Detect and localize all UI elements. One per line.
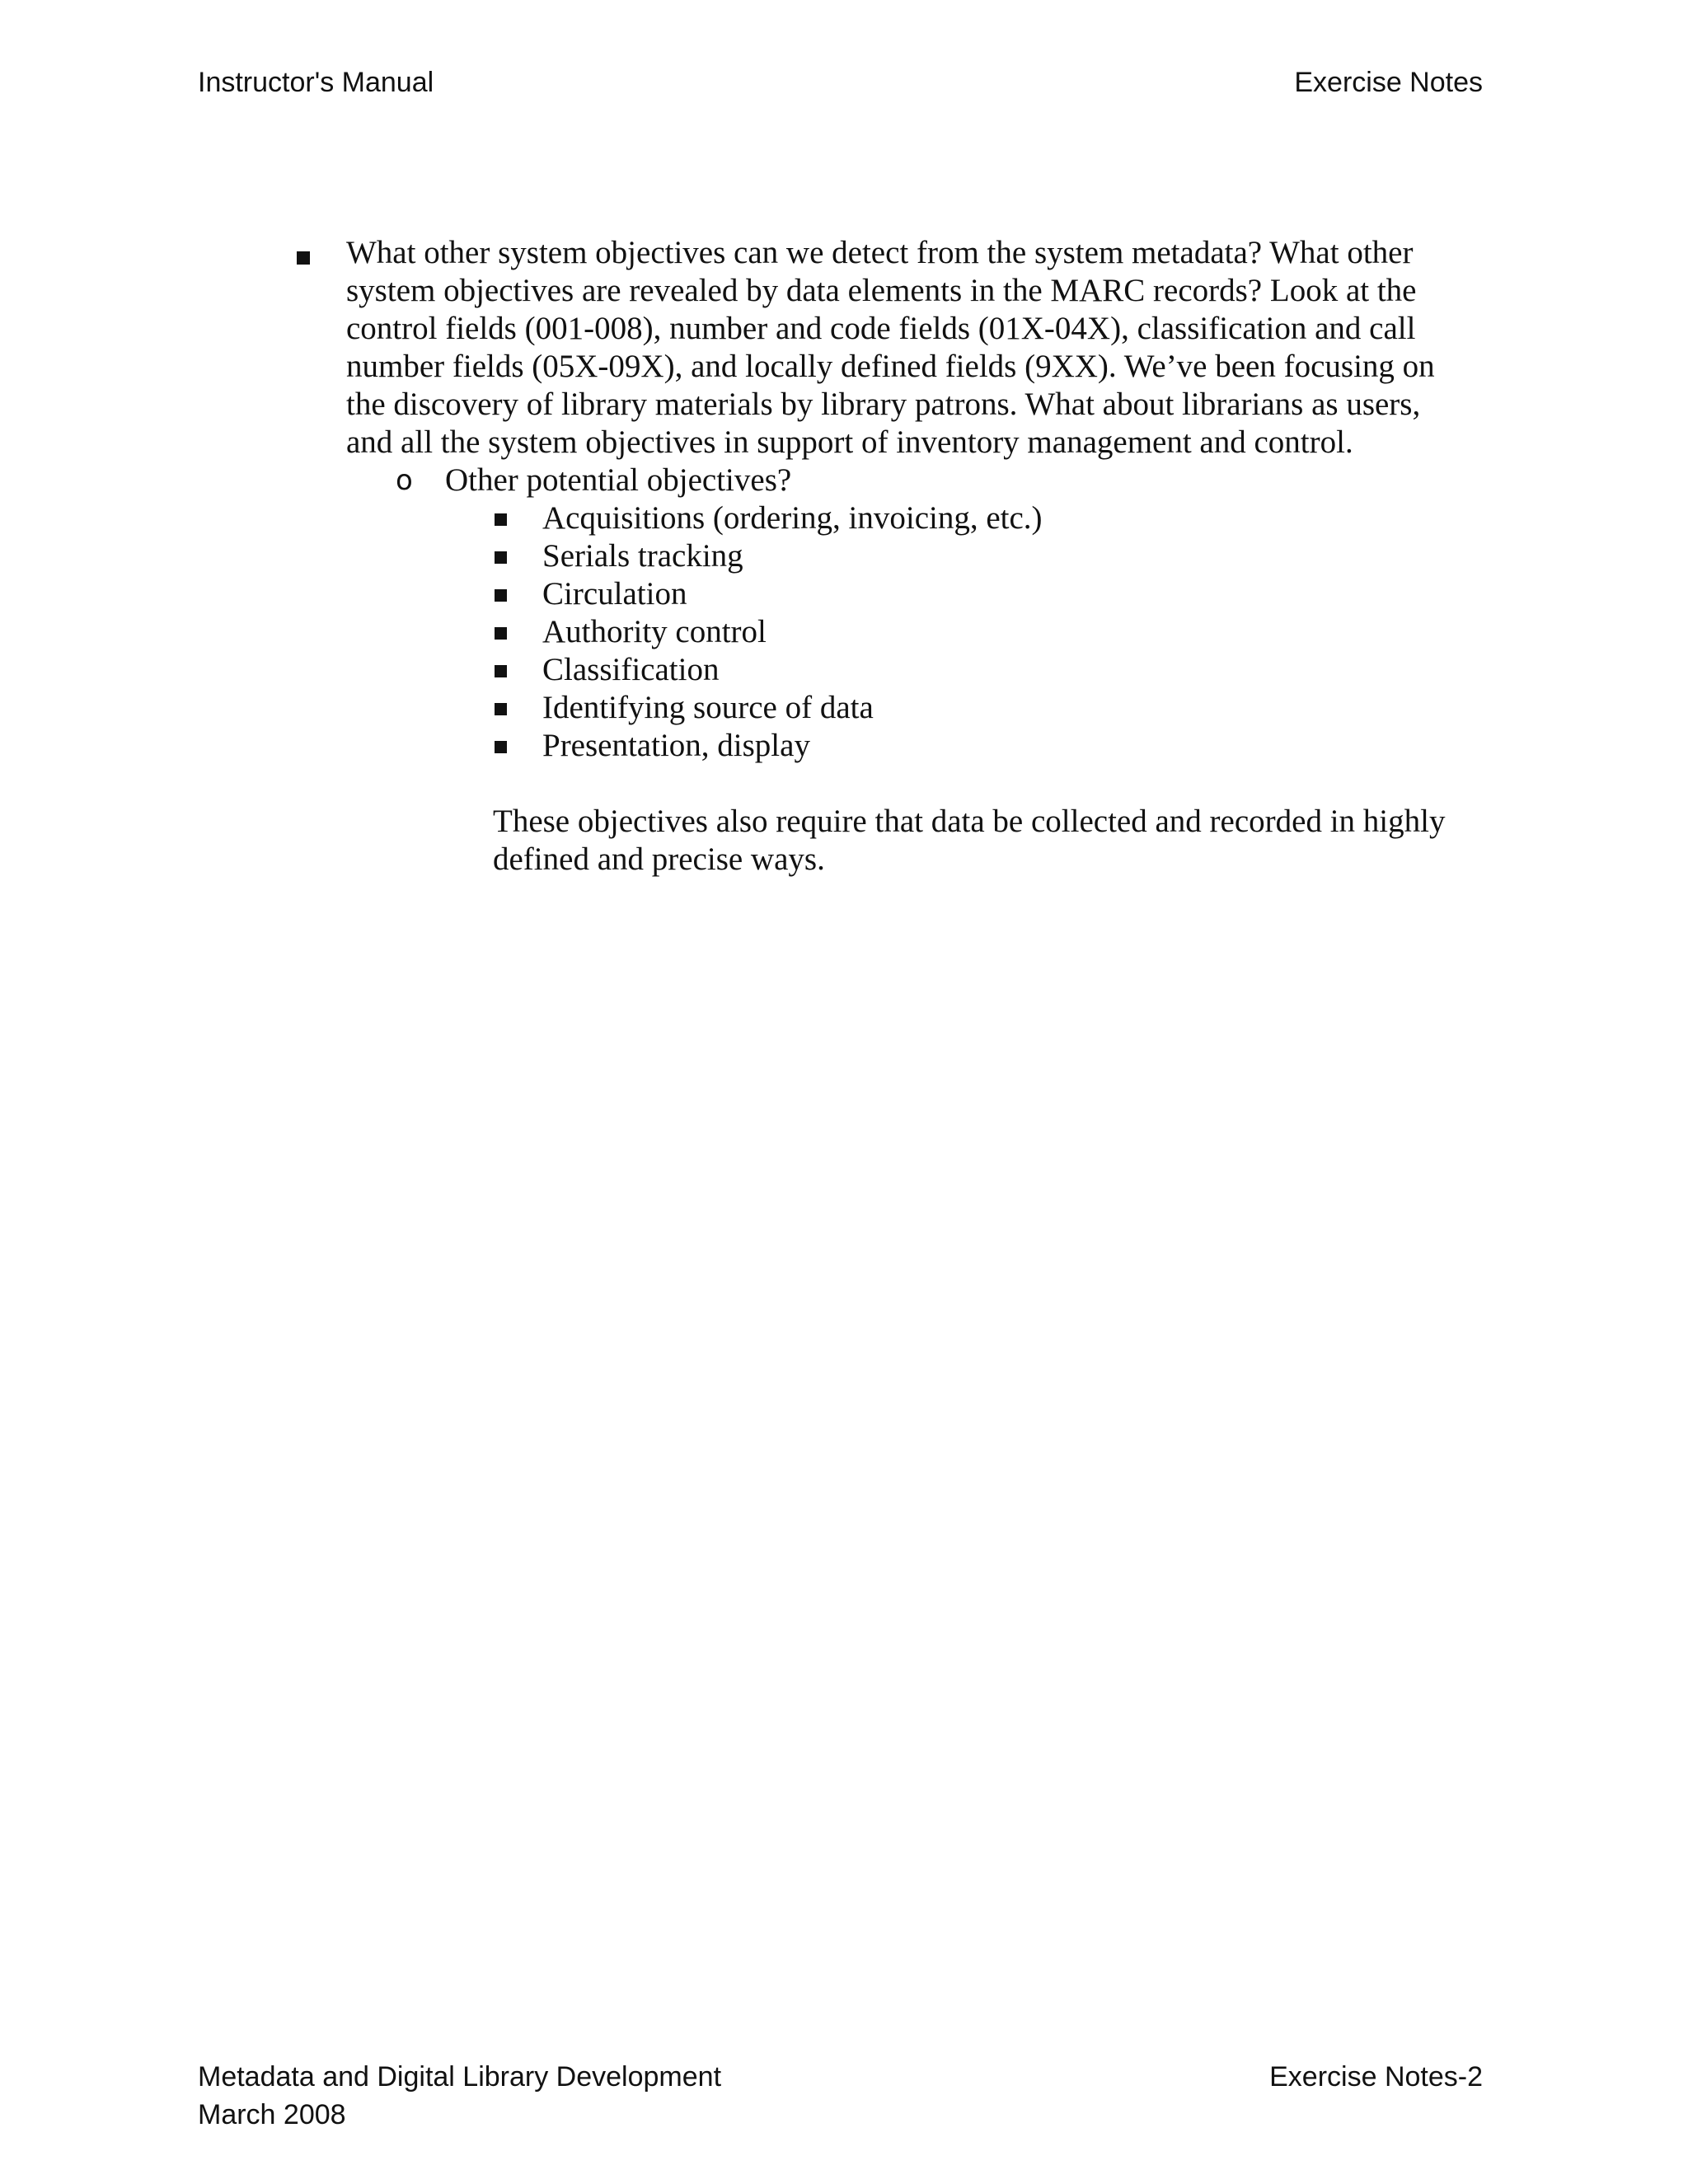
main-bullet-paragraph: [346, 234, 1500, 462]
list-item-text: Classification: [542, 652, 720, 687]
header-manual-title: Instructor's Manual: [198, 67, 434, 98]
footer-date: March 2008: [198, 2099, 346, 2130]
sub-bullet-text: Other potential objectives?: [445, 462, 792, 498]
square-bullet-icon: [495, 627, 507, 640]
paragraph-line: These objectives also require that data be collected and recorded in highly: [493, 804, 1446, 839]
circle-bullet-icon: o: [396, 464, 413, 497]
list-item-text: Circulation: [542, 576, 687, 612]
square-bullet-icon: [495, 741, 507, 753]
list-item-text: Identifying source of data: [542, 690, 874, 725]
paragraph-line: control fields (001-008), number and code fields (01X-04X), classification and call: [346, 311, 1416, 346]
square-bullet-icon: [495, 513, 507, 526]
footer-course-title: Metadata and Digital Library Development: [198, 2061, 722, 2093]
paragraph-line: system objectives are revealed by data elements in the MARC records? Look at the: [346, 273, 1417, 308]
header-section-title: Exercise Notes: [1294, 67, 1483, 98]
paragraph-line: defined and precise ways.: [493, 841, 825, 877]
list-item-text: Acquisitions (ordering, invoicing, etc.): [542, 500, 1043, 536]
paragraph-line: and all the system objectives in support of inventory management and control.: [346, 424, 1353, 460]
list-item-text: Serials tracking: [542, 538, 743, 574]
paragraph-line: number fields (05X-09X), and locally defined fields (9XX). We’ve been focusing on: [346, 349, 1435, 384]
paragraph-line: What other system objectives can we detect from the system metadata? What other: [346, 235, 1414, 270]
square-bullet-icon: [495, 665, 507, 677]
footer-page-number: Exercise Notes-2: [1269, 2061, 1483, 2093]
paragraph-line: the discovery of library materials by library patrons. What about librarians as users,: [346, 387, 1421, 422]
square-bullet-icon: [495, 703, 507, 715]
square-bullet-icon: [297, 251, 310, 265]
list-item-text: Presentation, display: [542, 728, 810, 763]
square-bullet-icon: [495, 551, 507, 564]
closing-paragraph: [493, 803, 1564, 879]
list-item-text: Authority control: [542, 614, 767, 649]
square-bullet-icon: [495, 589, 507, 602]
